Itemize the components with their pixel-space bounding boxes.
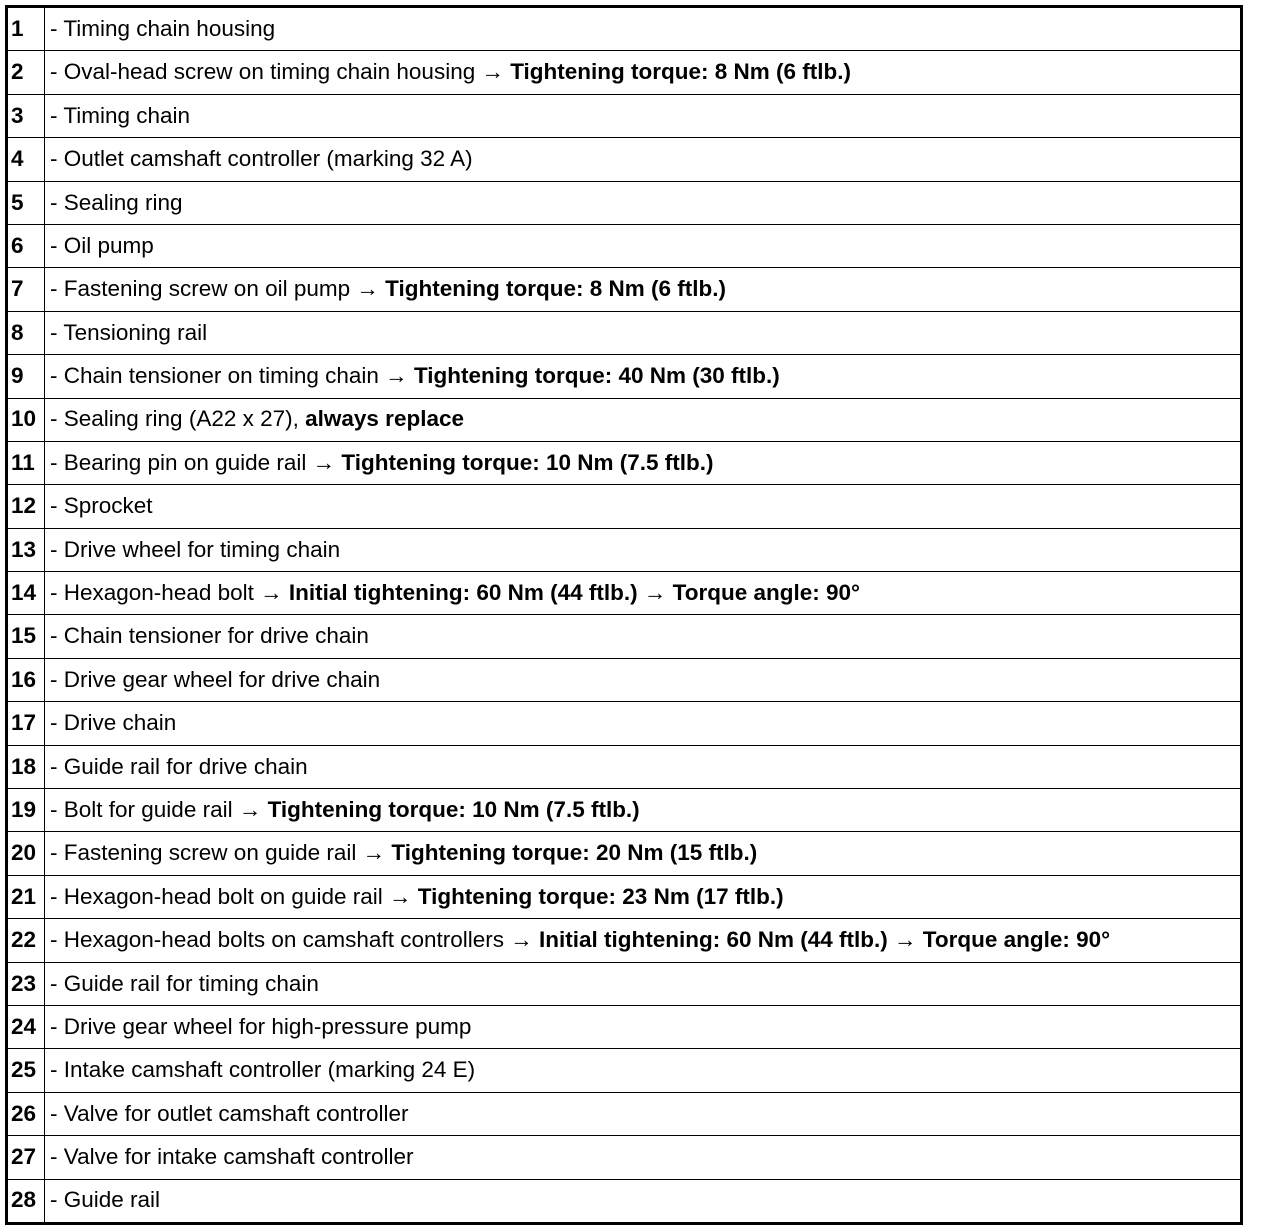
specification-text: Tightening torque: 10 Nm (7.5 ftlb.): [267, 796, 640, 822]
description-text: - Tensioning rail: [50, 319, 208, 345]
item-description: [45, 355, 1242, 398]
legend-row: [7, 919, 1242, 962]
item-number: 28: [7, 1179, 45, 1223]
item-description: [45, 1049, 1242, 1092]
item-description: [45, 181, 1242, 224]
description-text: - Timing chain: [50, 102, 191, 128]
item-number: 11: [7, 441, 45, 484]
item-description: [45, 1136, 1242, 1179]
item-number: 25: [7, 1049, 45, 1092]
description-text: - Drive chain: [50, 710, 177, 736]
description-text: - Hexagon-head bolts on camshaft controllers →: [50, 927, 539, 953]
item-description: [45, 485, 1242, 528]
item-description: [45, 311, 1242, 354]
item-number: 22: [7, 919, 45, 962]
item-number: 1: [7, 7, 45, 51]
item-description: [45, 702, 1242, 745]
legend-row: [7, 702, 1242, 745]
item-number: 23: [7, 962, 45, 1005]
item-description: [45, 224, 1242, 267]
item-number: 5: [7, 181, 45, 224]
description-text: - Bolt for guide rail →: [50, 796, 268, 822]
item-number: 9: [7, 355, 45, 398]
specification-text: Tightening torque: 20 Nm (15 ftlb.): [391, 840, 758, 866]
item-description: [45, 832, 1242, 875]
legend-row: [7, 138, 1242, 181]
legend-row: [7, 1092, 1242, 1135]
legend-row: [7, 311, 1242, 354]
description-text: - Fastening screw on oil pump →: [50, 276, 386, 302]
description-text: →: [887, 927, 923, 953]
legend-row: [7, 832, 1242, 875]
item-description: [45, 962, 1242, 1005]
item-number: 4: [7, 138, 45, 181]
item-number: 18: [7, 745, 45, 788]
legend-row: [7, 441, 1242, 484]
legend-row: [7, 528, 1242, 571]
specification-text: always replace: [305, 406, 464, 432]
legend-row: [7, 1005, 1242, 1048]
legend-row: [7, 875, 1242, 918]
description-text: - Valve for outlet camshaft controller: [50, 1100, 409, 1126]
description-text: - Drive wheel for timing chain: [50, 536, 341, 562]
description-text: - Oil pump: [50, 232, 154, 258]
legend-row: [7, 1136, 1242, 1179]
legend-row: [7, 1179, 1242, 1223]
item-number: 6: [7, 224, 45, 267]
item-description: [45, 745, 1242, 788]
legend-row: [7, 658, 1242, 701]
specification-text: Tightening torque: 10 Nm (7.5 ftlb.): [341, 449, 714, 475]
legend-row: [7, 398, 1242, 441]
item-description: [45, 789, 1242, 832]
item-number: 21: [7, 875, 45, 918]
item-description: [45, 919, 1242, 962]
description-text: →: [637, 580, 673, 606]
description-text: - Outlet camshaft controller (marking 32 A): [50, 146, 473, 172]
legend-row: [7, 268, 1242, 311]
item-number: 27: [7, 1136, 45, 1179]
description-text: - Sealing ring: [50, 189, 183, 215]
item-number: 3: [7, 94, 45, 137]
item-number: 24: [7, 1005, 45, 1048]
legend-row: [7, 224, 1242, 267]
legend-row: [7, 615, 1242, 658]
item-description: [45, 7, 1242, 51]
description-text: - Valve for intake camshaft controller: [50, 1144, 414, 1170]
item-description: [45, 875, 1242, 918]
item-description: [45, 398, 1242, 441]
item-number: 17: [7, 702, 45, 745]
item-number: 8: [7, 311, 45, 354]
description-text: - Hexagon-head bolt on guide rail →: [50, 883, 418, 909]
specification-text: Tightening torque: 8 Nm (6 ftlb.): [385, 276, 726, 302]
legend-row: [7, 789, 1242, 832]
description-text: - Guide rail: [50, 1187, 161, 1213]
item-description: [45, 441, 1242, 484]
legend-row: [7, 181, 1242, 224]
description-text: - Timing chain housing: [50, 15, 276, 41]
description-text: - Sealing ring (A22 x 27),: [50, 406, 306, 432]
description-text: - Guide rail for timing chain: [50, 970, 319, 996]
specification-text: Initial tightening: 60 Nm (44 ftlb.): [539, 927, 888, 953]
description-text: - Bearing pin on guide rail →: [50, 449, 342, 475]
legend-row: [7, 94, 1242, 137]
item-number: 15: [7, 615, 45, 658]
item-number: 14: [7, 572, 45, 615]
item-description: [45, 1005, 1242, 1048]
description-text: - Oval-head screw on timing chain housing →: [50, 59, 511, 85]
description-text: - Sprocket: [50, 493, 153, 519]
item-number: 16: [7, 658, 45, 701]
item-description: [45, 658, 1242, 701]
item-description: [45, 268, 1242, 311]
item-description: [45, 528, 1242, 571]
legend-row: [7, 485, 1242, 528]
item-number: 26: [7, 1092, 45, 1135]
legend-row: [7, 962, 1242, 1005]
specification-text: Tightening torque: 23 Nm (17 ftlb.): [417, 883, 784, 909]
item-number: 13: [7, 528, 45, 571]
specification-text: Tightening torque: 40 Nm (30 ftlb.): [413, 363, 780, 389]
item-number: 2: [7, 51, 45, 94]
legend-row: [7, 51, 1242, 94]
legend-row: [7, 7, 1242, 51]
item-number: 12: [7, 485, 45, 528]
specification-text: Initial tightening: 60 Nm (44 ftlb.): [288, 580, 638, 606]
description-text: - Guide rail for drive chain: [50, 753, 308, 779]
description-text: - Hexagon-head bolt →: [50, 580, 289, 606]
component-legend-table: [5, 5, 1243, 1225]
item-description: [45, 1092, 1242, 1135]
item-description: [45, 138, 1242, 181]
item-description: [45, 51, 1242, 94]
item-number: 19: [7, 789, 45, 832]
legend-row: [7, 572, 1242, 615]
legend-row: [7, 1049, 1242, 1092]
item-description: [45, 1179, 1242, 1223]
specification-text: Torque angle: 90°: [922, 927, 1111, 953]
description-text: - Chain tensioner on timing chain →: [50, 363, 414, 389]
description-text: - Fastening screw on guide rail →: [50, 840, 392, 866]
item-number: 20: [7, 832, 45, 875]
item-number: 10: [7, 398, 45, 441]
specification-text: Torque angle: 90°: [672, 580, 861, 606]
description-text: - Drive gear wheel for drive chain: [50, 666, 381, 692]
legend-row: [7, 745, 1242, 788]
description-text: - Intake camshaft controller (marking 24 E): [50, 1057, 476, 1083]
item-number: 7: [7, 268, 45, 311]
legend-row: [7, 355, 1242, 398]
item-description: [45, 615, 1242, 658]
item-description: [45, 572, 1242, 615]
description-text: - Drive gear wheel for high-pressure pump: [50, 1013, 472, 1039]
legend-body: [7, 7, 1242, 1224]
description-text: - Chain tensioner for drive chain: [50, 623, 369, 649]
specification-text: Tightening torque: 8 Nm (6 ftlb.): [510, 59, 852, 85]
item-description: [45, 94, 1242, 137]
